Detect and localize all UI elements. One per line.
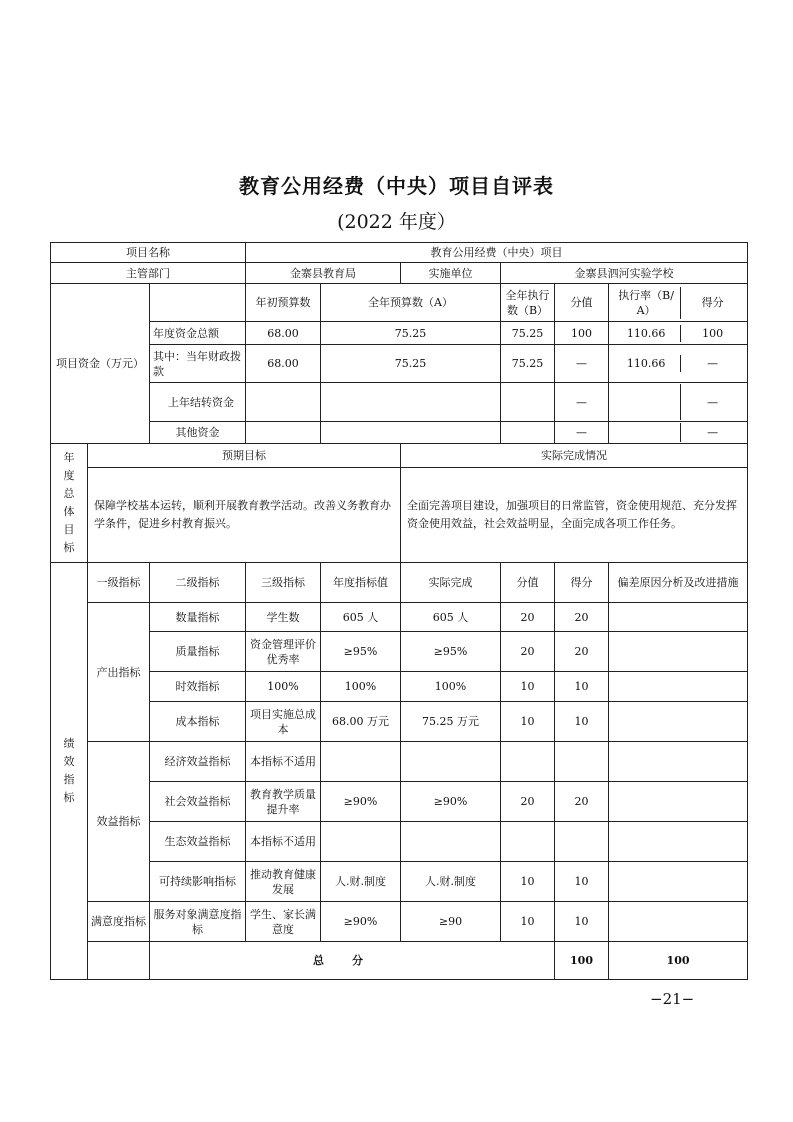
perf-row bbox=[51, 742, 748, 782]
dept-unit-row bbox=[51, 263, 748, 284]
funds-header-row bbox=[51, 284, 748, 322]
funds-row-score-max: — bbox=[555, 422, 609, 444]
funds-row-initial: 68.00 bbox=[246, 345, 321, 383]
perf-target: ≥90% bbox=[321, 902, 401, 942]
funds-row-rate: 110.66 bbox=[612, 325, 681, 342]
perf-max bbox=[501, 742, 555, 782]
perf-score: 20 bbox=[555, 632, 609, 672]
perf-l3: 项目实施总成本 bbox=[246, 702, 321, 742]
document-subtitle: (2022 年度） bbox=[337, 211, 456, 233]
funds-row-exec bbox=[501, 422, 555, 444]
funds-row-exec: 75.25 bbox=[501, 345, 555, 383]
perf-header: 分值 bbox=[501, 563, 555, 603]
funds-row-exec bbox=[501, 383, 555, 422]
perf-deviation bbox=[609, 742, 748, 782]
perf-l3: 本指标不适用 bbox=[246, 742, 321, 782]
project-name-label: 项目名称 bbox=[51, 243, 246, 263]
funds-row bbox=[51, 383, 748, 422]
perf-max bbox=[501, 822, 555, 862]
perf-score: 20 bbox=[555, 603, 609, 632]
perf-actual: 605 人 bbox=[401, 603, 501, 632]
funds-header-rate-text: 执行率（B/A） bbox=[612, 287, 681, 319]
perf-header: 实际完成 bbox=[401, 563, 501, 603]
funds-header-budget: 全年预算数（A） bbox=[321, 284, 501, 322]
funds-row-name: 上年结转资金 bbox=[150, 383, 246, 422]
perf-header: 二级指标 bbox=[150, 563, 246, 603]
funds-row bbox=[51, 422, 748, 444]
perf-l3: 本指标不适用 bbox=[246, 822, 321, 862]
funds-row-initial: 68.00 bbox=[246, 322, 321, 345]
self-evaluation-table bbox=[50, 242, 748, 980]
page-number: −21− bbox=[650, 990, 695, 1008]
funds-row-rate-score bbox=[609, 345, 748, 383]
funds-row-score-max: — bbox=[555, 383, 609, 422]
total-score: 100 bbox=[609, 942, 748, 980]
perf-l3: 教育教学质量提升率 bbox=[246, 782, 321, 822]
funds-row-split bbox=[612, 355, 744, 372]
perf-row bbox=[51, 672, 748, 702]
total-max: 100 bbox=[555, 942, 609, 980]
perf-header: 年度指标值 bbox=[321, 563, 401, 603]
dept-value: 金寨县教育局 bbox=[246, 263, 401, 284]
perf-row bbox=[51, 603, 748, 632]
funds-row-exec: 75.25 bbox=[501, 322, 555, 345]
perf-l3: 100% bbox=[246, 672, 321, 702]
perf-target: 人.财.制度 bbox=[321, 862, 401, 902]
perf-header-row bbox=[51, 563, 748, 603]
funds-header-rate bbox=[609, 284, 748, 322]
perf-label: 绩效指标 bbox=[51, 563, 88, 980]
unit-value: 金寨县泗河实验学校 bbox=[501, 263, 748, 284]
perf-target: 68.00 万元 bbox=[321, 702, 401, 742]
total-row bbox=[51, 942, 748, 980]
perf-row bbox=[51, 902, 748, 942]
goals-header-row bbox=[51, 444, 748, 468]
perf-deviation bbox=[609, 632, 748, 672]
funds-row-score: — bbox=[707, 357, 719, 370]
funds-row-score: — bbox=[707, 395, 719, 409]
funds-header-blank bbox=[150, 284, 246, 322]
perf-l2: 经济效益指标 bbox=[150, 742, 246, 782]
perf-target: ≥90% bbox=[321, 782, 401, 822]
perf-max: 10 bbox=[501, 672, 555, 702]
perf-row bbox=[51, 862, 748, 902]
perf-l2: 可持续影响指标 bbox=[150, 862, 246, 902]
funds-row-budget bbox=[321, 422, 501, 444]
goals-content-row bbox=[51, 468, 748, 563]
perf-l3: 学生数 bbox=[246, 603, 321, 632]
perf-actual: ≥90 bbox=[401, 902, 501, 942]
funds-row-name: 其他资金 bbox=[150, 422, 246, 444]
funds-row bbox=[51, 345, 748, 383]
perf-score: 10 bbox=[555, 862, 609, 902]
perf-l3: 资金管理评价优秀率 bbox=[246, 632, 321, 672]
perf-max: 10 bbox=[501, 902, 555, 942]
funds-row-score: — bbox=[707, 426, 719, 439]
perf-row bbox=[51, 782, 748, 822]
expected-goal-header: 预期目标 bbox=[88, 444, 401, 468]
perf-score: 10 bbox=[555, 702, 609, 742]
funds-row-score-max: 100 bbox=[555, 322, 609, 345]
perf-header: 三级指标 bbox=[246, 563, 321, 603]
perf-row bbox=[51, 822, 748, 862]
perf-header: 得分 bbox=[555, 563, 609, 603]
funds-header-exec: 全年执行数（B） bbox=[501, 284, 555, 322]
perf-actual bbox=[401, 822, 501, 862]
perf-l3: 推动教育健康发展 bbox=[246, 862, 321, 902]
perf-target: 605 人 bbox=[321, 603, 401, 632]
perf-actual: ≥95% bbox=[401, 632, 501, 672]
perf-deviation bbox=[609, 862, 748, 902]
perf-score bbox=[555, 822, 609, 862]
funds-row-budget bbox=[321, 383, 501, 422]
funds-row-rate-score bbox=[609, 322, 748, 345]
perf-l2: 时效指标 bbox=[150, 672, 246, 702]
actual-goal-header: 实际完成情况 bbox=[401, 444, 748, 468]
perf-actual: 100% bbox=[401, 672, 501, 702]
funds-row-rate-score bbox=[609, 422, 748, 444]
perf-actual bbox=[401, 742, 501, 782]
funds-row-budget: 75.25 bbox=[321, 322, 501, 345]
perf-group-output: 产出指标 bbox=[88, 603, 150, 742]
perf-max: 20 bbox=[501, 782, 555, 822]
perf-score: 10 bbox=[555, 672, 609, 702]
perf-max: 20 bbox=[501, 632, 555, 672]
funds-label: 项目资金（万元） bbox=[51, 284, 150, 444]
funds-header-score-max: 分值 bbox=[555, 284, 609, 322]
project-name-value: 教育公用经费（中央）项目 bbox=[246, 243, 748, 263]
funds-row-rate bbox=[612, 384, 681, 420]
total-label: 总分 bbox=[150, 942, 555, 980]
total-blank bbox=[88, 942, 150, 980]
funds-row bbox=[51, 322, 748, 345]
perf-l2: 成本指标 bbox=[150, 702, 246, 742]
perf-group-satisfaction: 满意度指标 bbox=[88, 902, 150, 942]
project-name-row bbox=[51, 243, 748, 263]
perf-actual: 75.25 万元 bbox=[401, 702, 501, 742]
perf-l2: 数量指标 bbox=[150, 603, 246, 632]
perf-l2: 服务对象满意度指标 bbox=[150, 902, 246, 942]
perf-deviation bbox=[609, 902, 748, 942]
funds-row-initial bbox=[246, 422, 321, 444]
funds-row-rate: 110.66 bbox=[612, 355, 681, 372]
perf-score bbox=[555, 742, 609, 782]
perf-max: 10 bbox=[501, 702, 555, 742]
perf-actual: 人.财.制度 bbox=[401, 862, 501, 902]
perf-max: 20 bbox=[501, 603, 555, 632]
funds-row-split bbox=[612, 423, 744, 442]
funds-row-split bbox=[612, 384, 744, 420]
perf-l2: 质量指标 bbox=[150, 632, 246, 672]
perf-row bbox=[51, 632, 748, 672]
actual-goal-text: 全面完善项目建设，加强项目的日常监管，资金使用规范、充分发挥资金使用效益，社会效益明显，全面完成各项工作任务。 bbox=[401, 468, 748, 563]
unit-label: 实施单位 bbox=[401, 263, 501, 284]
funds-row-score-max: — bbox=[555, 345, 609, 383]
perf-max: 10 bbox=[501, 862, 555, 902]
funds-row-name: 年度资金总额 bbox=[150, 322, 246, 345]
perf-deviation bbox=[609, 782, 748, 822]
dept-label: 主管部门 bbox=[51, 263, 246, 284]
perf-header: 偏差原因分析及改进措施 bbox=[609, 563, 748, 603]
expected-goal-text: 保障学校基本运转，顺利开展教育教学活动。改善义务教育办学条件，促进乡村教育振兴。 bbox=[88, 468, 401, 563]
perf-score: 10 bbox=[555, 902, 609, 942]
funds-header-initial: 年初预算数 bbox=[246, 284, 321, 322]
funds-row-name: 其中：当年财政拨款 bbox=[150, 345, 246, 383]
perf-actual: ≥90% bbox=[401, 782, 501, 822]
perf-score: 20 bbox=[555, 782, 609, 822]
perf-target bbox=[321, 822, 401, 862]
perf-target: 100% bbox=[321, 672, 401, 702]
perf-deviation bbox=[609, 702, 748, 742]
perf-l2: 社会效益指标 bbox=[150, 782, 246, 822]
goals-label: 年度总体目标 bbox=[51, 444, 88, 563]
perf-target bbox=[321, 742, 401, 782]
funds-row-initial bbox=[246, 383, 321, 422]
perf-row bbox=[51, 702, 748, 742]
funds-header-score: 得分 bbox=[701, 296, 724, 309]
perf-deviation bbox=[609, 672, 748, 702]
perf-l2: 生态效益指标 bbox=[150, 822, 246, 862]
perf-target: ≥95% bbox=[321, 632, 401, 672]
perf-deviation bbox=[609, 822, 748, 862]
funds-row-rate bbox=[612, 423, 681, 442]
perf-group-effect: 效益指标 bbox=[88, 742, 150, 902]
funds-header-split bbox=[612, 287, 744, 319]
funds-row-budget: 75.25 bbox=[321, 345, 501, 383]
document-title: 教育公用经费（中央）项目自评表 bbox=[239, 174, 554, 198]
perf-deviation bbox=[609, 603, 748, 632]
funds-row-split bbox=[612, 325, 744, 342]
perf-l3: 学生、家长满意度 bbox=[246, 902, 321, 942]
perf-header: 一级指标 bbox=[88, 563, 150, 603]
funds-row-rate-score bbox=[609, 383, 748, 422]
funds-row-score: 100 bbox=[702, 326, 724, 340]
